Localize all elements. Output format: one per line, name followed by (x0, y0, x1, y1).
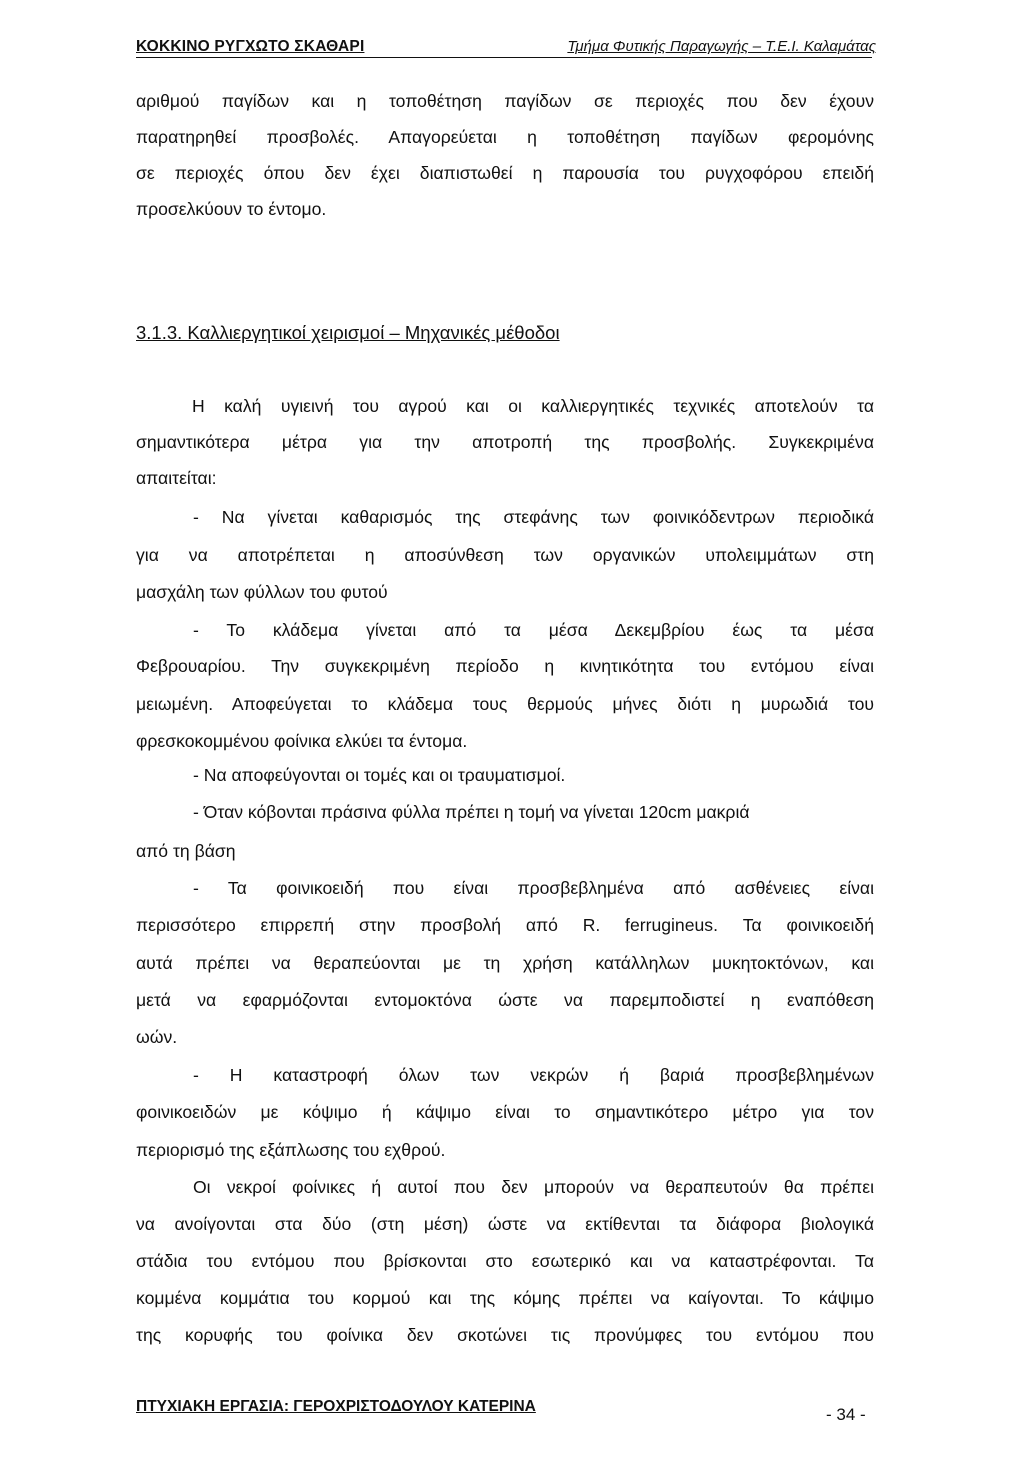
text-line: Φεβρουαρίου. Την συγκεκριμένη περίοδο η κινητικότητα του εντόμου είναι (136, 656, 874, 676)
list-item: - Η καταστροφή όλων των νεκρών ή βαριά προσβεβλημένων (193, 1065, 874, 1085)
list-item: - Όταν κόβονται πράσινα φύλλα πρέπει η τομή να γίνεται 120cm μακριά (193, 802, 750, 822)
text-line: αυτά πρέπει να θεραπεύονται με τη χρήση κατάλληλων μυκητοκτόνων, και (136, 953, 874, 973)
text-line: σε περιοχές όπου δεν έχει διαπιστωθεί η παρουσία του ρυγχοφόρου επειδή (136, 163, 874, 183)
text-line: προσελκύουν το έντομο. (136, 199, 327, 219)
text-line: από τη βάση (136, 841, 236, 861)
text-line: φοινικοειδών με κόψιμο ή κάψιμο είναι το σημαντικότερο μέτρο για τον (136, 1102, 874, 1122)
header-title: ΚΟΚΚΙΝΟ ΡΥΓΧΩΤΟ ΣΚΑΘΑΡΙ (136, 38, 365, 55)
running-header (136, 38, 876, 60)
list-item: - Τα φοινικοειδή που είναι προσβεβλημένα από ασθένειες είναι (193, 878, 874, 898)
section-heading: 3.1.3. Καλλιεργητικοί χειρισμοί – Μηχανικές μέθοδοι (136, 322, 560, 343)
header-rule (136, 57, 872, 58)
text-line: φρεσκοκομμένου φοίνικα ελκύει τα έντομα. (136, 731, 468, 751)
text-line: μειωμένη. Αποφεύγεται το κλάδεμα τους θερμούς μήνες διότι η μυρωδιά του (136, 694, 874, 714)
text-line: αριθμού παγίδων και η τοποθέτηση παγίδων σε περιοχές που δεν έχουν (136, 91, 874, 111)
text-line: ωών. (136, 1027, 178, 1047)
text-line: Η καλή υγιεινή του αγρού και οι καλλιεργητικές τεχνικές αποτελούν τα (192, 396, 874, 416)
page-number: - 34 - (826, 1405, 866, 1424)
text-line: μασχάλη των φύλλων του φυτού (136, 582, 388, 602)
list-item: - Να αποφεύγονται οι τομές και οι τραυματισμοί. (193, 765, 566, 785)
text-line: στάδια του εντόμου που βρίσκονται στο εσωτερικό και να καταστρέφονται. Τα (136, 1251, 874, 1271)
text-line: μετά να εφαρμόζονται εντομοκτόνα ώστε να παρεμποδιστεί η εναπόθεση (136, 990, 874, 1010)
text-line: για να αποτρέπεται η αποσύνθεση των οργανικών υπολειμμάτων στη (136, 545, 874, 565)
list-item: - Να γίνεται καθαρισμός της στεφάνης των φοινικόδεντρων περιοδικά (193, 507, 874, 527)
text-line: περισσότερο επιρρεπή στην προσβολή από R. ferrugineus. Τα φοινικοειδή (136, 915, 874, 935)
list-item: - Το κλάδεμα γίνεται από τα μέσα Δεκεμβρίου έως τα μέσα (193, 620, 874, 640)
text-line: περιορισμό της εξάπλωσης του εχθρού. (136, 1140, 446, 1160)
text-line: παρατηρηθεί προσβολές. Απαγορεύεται η τοποθέτηση παγίδων φερομόνης (136, 127, 874, 147)
header-department: Τμήμα Φυτικής Παραγωγής – Τ.Ε.Ι. Καλαμάτας (567, 38, 876, 55)
text-line: απαιτείται: (136, 468, 217, 488)
text-line: της κορυφής του φοίνικα δεν σκοτώνει τις προνύμφες του εντόμου που (136, 1325, 874, 1345)
text-line: σημαντικότερα μέτρα για την αποτροπή της προσβολής. Συγκεκριμένα (136, 432, 874, 452)
text-line: Οι νεκροί φοίνικες ή αυτοί που δεν μπορούν να θεραπευτούν θα πρέπει (193, 1177, 874, 1197)
text-line: κομμένα κομμάτια του κορμού και της κόμης πρέπει να καίγονται. Το κάψιμο (136, 1288, 874, 1308)
footer-author: ΠΤΥΧΙΑΚΗ ΕΡΓΑΣΙΑ: ΓΕΡΟΧΡΙΣΤΟΔΟΥΛΟΥ ΚΑΤΕΡΙΝΑ (136, 1398, 536, 1415)
text-line: να ανοίγονται στα δύο (στη μέση) ώστε να εκτίθενται τα διάφορα βιολογικά (136, 1214, 874, 1234)
